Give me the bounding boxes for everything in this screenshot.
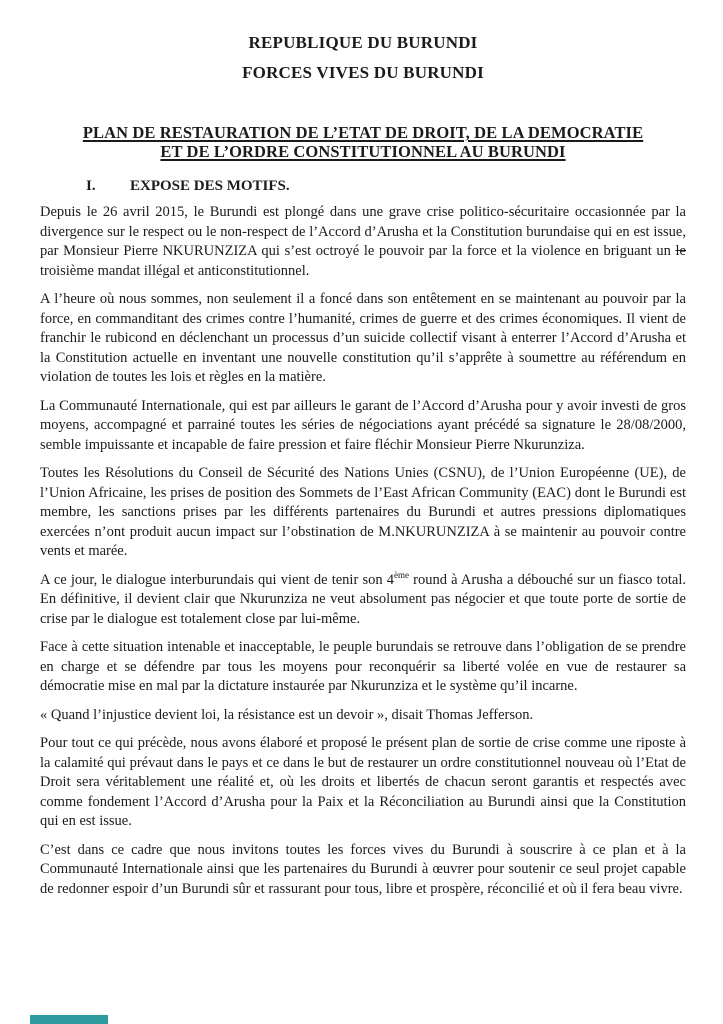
paragraph-5: [40, 571, 686, 630]
document-title-line2: ET DE L’ORDRE CONSTITUTIONNEL AU BURUNDI: [160, 142, 566, 161]
section-heading: [40, 178, 686, 195]
paragraph-5-superscript: ème: [394, 569, 409, 580]
paragraph-1-pre: Depuis le 26 avril 2015, le Burundi est plongé dans une grave crise politico-sécuritaire occasionnée par la divergence sur le respect ou le non-respect de l’Accord d’Arusha et la Constitution burundaise qui en est issue, par Monsieur Pierre NKURUNZIZA qui s’est octroyé le pouvoir par la force et la violence en briguant un: [40, 204, 686, 259]
paragraph-1-struck-word: le: [675, 243, 686, 259]
org-name-line1: REPUBLIQUE DU BURUNDI: [248, 33, 478, 52]
document-title-line1: PLAN DE RESTAURATION DE L’ETAT DE DROIT, DE LA DEMOCRATIE: [82, 123, 644, 142]
footer-banner-fragment: [30, 1015, 108, 1024]
paragraph-5-post: round à Arusha a débouché sur un fiasco total. En définitive, il devient clair que Nkurunziza ne veut absolument pas négocier et que toute porte de sortie de crise par le dialogue est totalement close par lui-même.: [40, 571, 686, 627]
org-name-line2: FORCES VIVES DU BURUNDI: [242, 63, 484, 82]
jefferson-quote: « Quand l’injustice devient loi, la résistance est un devoir », disait Thomas Jefferson.: [40, 706, 534, 723]
section-title: EXPOSE DES MOTIFS.: [130, 178, 290, 194]
document-title: [40, 123, 686, 161]
document-body: [40, 203, 686, 899]
paragraph-2: A l’heure où nous sommes, non seulement il a foncé dans son entêtement en se maintenant au pouvoir par la force, en commanditant des crimes contre l’humanité, crimes de guerre et des crimes économiques. Il vient de franchir le rubicond en déclenchant un processus d’un suicide collectif visant à enterrer l’Accord d’Arusha et la Constitution actuelle en inventant une nouvelle constitution qu’il s’apprête à soumettre au référendum en violation de toutes les lois et règles en la matière.: [40, 291, 686, 385]
paragraph-4: Toutes les Résolutions du Conseil de Sécurité des Nations Unies (CSNU), de l’Union Européenne (UE), de l’Union Africaine, les prises de position des Sommets de l’East African Community (EAC) dont le Burundi est membre, les sanctions prises par les différents partenaires du Burundi et autres pressions diplomatiques exercées n’ont produit aucun impact sur l’obstination de M.NKURUNZIZA à se maintenir au pouvoir contre vents et marée.: [40, 465, 686, 559]
paragraph-1: [40, 203, 686, 281]
paragraph-7: Pour tout ce qui précède, nous avons élaboré et proposé le présent plan de sortie de crise comme une riposte à la calamité qui prévaut dans le pays et ce dans le but de restaurer un ordre constitutionnel nouveau où l’Etat de Droit sera véritablement une réalité et, où les droits et libertés de chacun seront garantis et respectés avec comme fondement l’Accord d’Arusha pour la Paix et la Réconciliation au Burundi ainsi que la Constitution qui en est issue.: [40, 735, 686, 829]
org-header: [40, 33, 686, 82]
paragraph-1-post: troisième mandat illégal et anticonstitutionnel.: [40, 262, 310, 279]
paragraph-3: La Communauté Internationale, qui est par ailleurs le garant de l’Accord d’Arusha pour y avoir investi de gros moyens, accompagné et parrainé toutes les séries de négociations ayant précédé sa signature le 28/08/2000, semble impuissante et incapable de faire pression et faire fléchir Monsieur Pierre Nkurunziza.: [40, 397, 686, 453]
paragraph-8: C’est dans ce cadre que nous invitons toutes les forces vives du Burundi à souscrire à ce plan et à la Communauté Internationale ainsi que les partenaires du Burundi à œuvrer pour soutenir ce seul projet capable de redonner espoir d’un Burundi sûr et rassurant pour tous, libre et prospère, réconcilié et où il fera beau vivre.: [40, 841, 686, 897]
section-number: I.: [86, 178, 96, 194]
paragraph-5-pre: A ce jour, le dialogue interburundais qui vient de tenir son 4: [40, 571, 394, 588]
paragraph-6: Face à cette situation intenable et inacceptable, le peuple burundais se retrouve dans l’obligation de se prendre en charge et se défendre par tous les moyens pour reconquérir sa liberté volée en vue de restaurer sa démocratie mise en mal par la dictature instaurée par Nkurunziza et le système qu’il incarne.: [40, 639, 686, 694]
